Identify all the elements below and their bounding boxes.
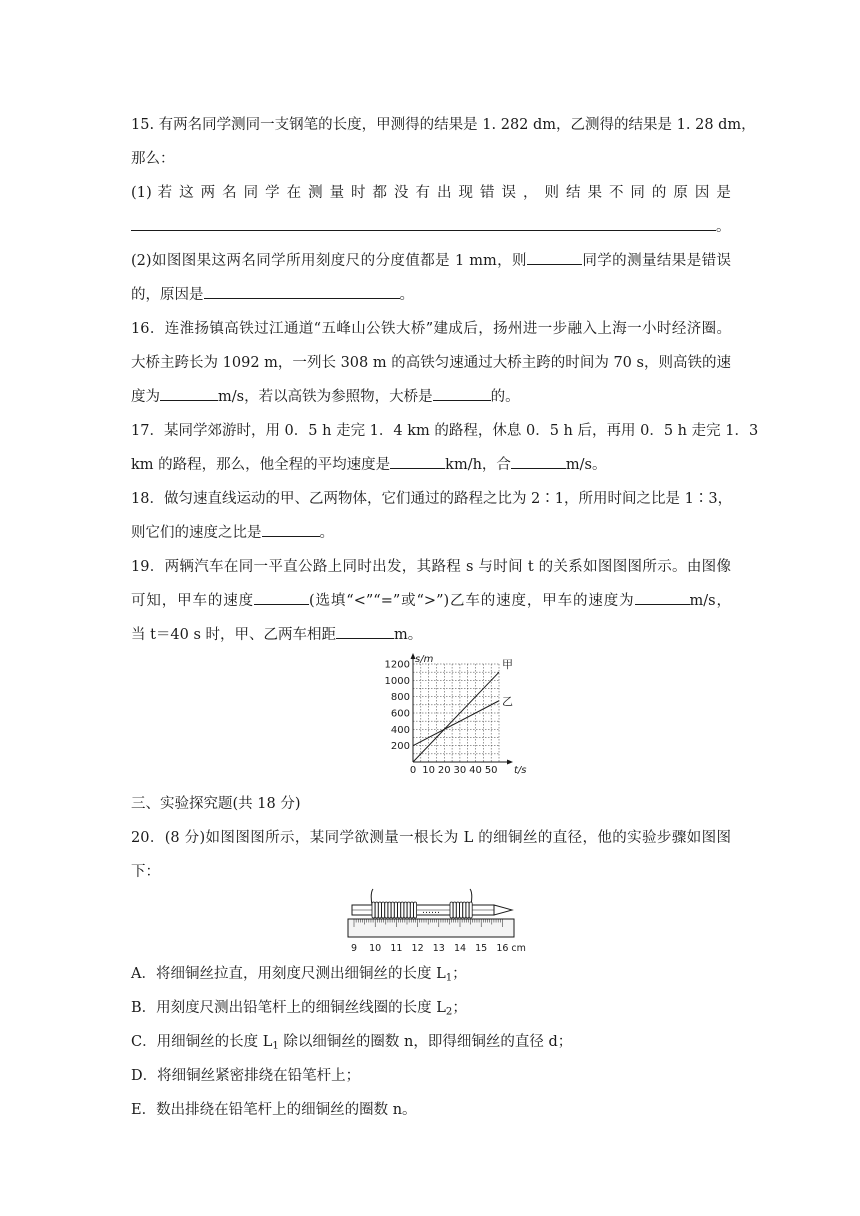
q20-line-1: 20．(8 分)如图图图所示，某同学欲测量一根长为 L 的细铜丝的直径，他的实验步骤如图图: [131, 830, 731, 846]
q20-step: [131, 1059, 731, 1093]
x-tick-label: 20: [437, 765, 451, 776]
text: km/h，合: [445, 457, 511, 473]
x-tick-label: 10: [422, 765, 436, 776]
distance-time-chart: [371, 652, 527, 782]
pencil-tip: [494, 905, 512, 915]
step-text: E．数出排绕在铅笔杆上的细铜丝的圈数 n。: [131, 1102, 417, 1118]
q20-step: [131, 991, 731, 1025]
q20-line-2: 下：: [131, 864, 160, 880]
punct: 。: [716, 219, 731, 235]
x-axis-arrow: [507, 760, 513, 765]
y-tick-label: 1200: [384, 659, 410, 671]
ruler-label: 12: [411, 943, 424, 954]
answer-blank[interactable]: [262, 521, 320, 537]
text: (2)如图图果这两名同学所用刻度尺的分度值都是 1 mm，则: [131, 253, 527, 269]
text: km 的路程，那么，他全程的平均速度是: [131, 457, 391, 473]
q15-part1: (1) 若 这 两 名 同 学 在 测 量 时 都 没 有 出 现 错 误 ， 则 结 果 不 同 的 原 因 是: [131, 185, 731, 201]
ruler-label: 11: [390, 943, 403, 954]
answer-blank[interactable]: [336, 623, 394, 639]
ruler-label: 15: [475, 943, 488, 954]
q16-line-3: [131, 380, 731, 414]
y-tick-label: 600: [390, 708, 410, 720]
q20-figure: [131, 889, 731, 957]
q20-step: [131, 957, 731, 991]
x-tick-label: 0: [409, 765, 417, 776]
pencil-coil-ruler-figure: [346, 889, 526, 954]
text: 的，原因是: [131, 287, 204, 303]
q20-step: [131, 1025, 731, 1059]
text: 度为: [131, 389, 160, 405]
step-text: C．用细铜丝的长度 L: [131, 1034, 273, 1050]
q17-line-1: 17．某同学郊游时，用 0．5 h 走完 1．4 km 的路程，休息 0．5 h 后，再用 0．5 h 走完 1．3: [131, 423, 759, 439]
ruler-label: 10: [369, 943, 382, 954]
q15-part2-line-2: [131, 278, 731, 312]
answer-blank[interactable]: [390, 453, 445, 469]
text: 的。: [490, 389, 520, 405]
x-tick-label: 40: [469, 765, 482, 776]
q19-line-2: [131, 584, 731, 618]
ruler-label: 16: [496, 943, 509, 954]
section-title: 三、实验探究题(共 18 分): [131, 796, 301, 812]
series-label-2: 乙: [502, 694, 513, 708]
q20-step: [131, 1093, 731, 1127]
series-label-1: 甲: [502, 658, 513, 672]
q15-line-2: 那么：: [131, 151, 175, 167]
answer-blank[interactable]: [635, 589, 690, 605]
answer-blank[interactable]: [204, 283, 400, 299]
y-axis-label: s/m: [415, 654, 434, 665]
q19-line-1: 19．两辆汽车在同一平直公路上同时出发，其路程 s 与时间 t 的关系如图图图所示。由图像: [131, 559, 731, 575]
y-tick-label: 400: [390, 724, 410, 736]
answer-blank[interactable]: [511, 453, 566, 469]
ruler-label: 14: [453, 943, 467, 954]
text: m/s。: [565, 457, 607, 473]
q15-part1-answer-line: [131, 210, 731, 244]
step-text-end: ；: [452, 1000, 467, 1016]
q15-line-1: 15. 有两名同学测同一支钢笔的长度，甲测得的结果是 1. 282 dm，乙测得的结果是 1. 28 dm，: [131, 117, 756, 133]
answer-blank[interactable]: [131, 215, 716, 231]
q16-line-1: 16．连淮扬镇高铁过江通道“五峰山公铁大桥”建成后，扬州进一步融入上海一小时经济圈。: [131, 321, 731, 337]
series-line-2: [413, 701, 499, 746]
text: 当 t＝40 s 时，甲、乙两车相距: [131, 627, 337, 643]
q16-line-2: 大桥主跨长为 1092 m，一列长 308 m 的高铁匀速通过大桥主跨的时间为 70 s，则高铁的速: [131, 355, 731, 371]
x-tick-label: 50: [484, 765, 498, 776]
ruler-labels: [351, 943, 526, 954]
y-tick-label: 200: [390, 741, 410, 753]
answer-blank[interactable]: [433, 385, 491, 401]
y-tick-label: 1000: [384, 675, 410, 687]
answer-blank[interactable]: [254, 589, 309, 605]
x-tick-label: 30: [453, 765, 467, 776]
text: 则它们的速度之比是: [131, 525, 262, 541]
text: 。: [399, 287, 414, 303]
q19-line-3: [131, 618, 731, 652]
x-axis-label: t/s: [514, 765, 527, 776]
step-text-end: ；: [452, 966, 467, 982]
answer-blank[interactable]: [527, 249, 582, 265]
series-line-1: [413, 672, 499, 762]
step-text-end: 除以细铜丝的圈数 n，即得细铜丝的直径 d；: [278, 1034, 573, 1050]
ruler-label: 13: [432, 943, 445, 954]
ellipsis: ……: [422, 906, 440, 916]
exam-page: [131, 108, 759, 1127]
answer-blank[interactable]: [160, 385, 218, 401]
text: m/s，若以高铁为参照物，大桥是: [218, 389, 433, 405]
subscript: 2: [445, 1006, 453, 1018]
q20-steps: [131, 957, 731, 1127]
ruler-label: 9: [350, 943, 358, 954]
text: m。: [394, 627, 423, 643]
text: m/s，: [689, 593, 731, 609]
step-text: D．将细铜丝紧密排绕在铅笔杆上；: [131, 1068, 361, 1084]
subscript: 1: [445, 972, 453, 984]
y-tick-label: 800: [390, 692, 410, 704]
text: (选填“<”“=”或“>”)乙车的速度，甲车的速度为: [309, 593, 635, 609]
text: 同学的测量结果是错误: [581, 253, 732, 269]
q18-line-2: [131, 516, 731, 550]
subscript: 1: [272, 1040, 279, 1052]
ruler-unit: cm: [511, 943, 526, 954]
q18-line-1: 18．做匀速直线运动的甲、乙两物体，它们通过的路程之比为 2∶1，所用时间之比是 1∶3，: [131, 491, 733, 507]
text: 可知，甲车的速度: [131, 593, 255, 609]
q19-figure: [131, 652, 731, 787]
text: 。: [319, 525, 334, 541]
q15-part2-line-1: [131, 244, 731, 278]
step-text: B．用刻度尺测出铅笔杆上的细铜丝线圈的长度 L: [131, 1000, 446, 1016]
q17-line-2: [131, 448, 731, 482]
step-text: A．将细铜丝拉直，用刻度尺测出细铜丝的长度 L: [131, 966, 446, 982]
